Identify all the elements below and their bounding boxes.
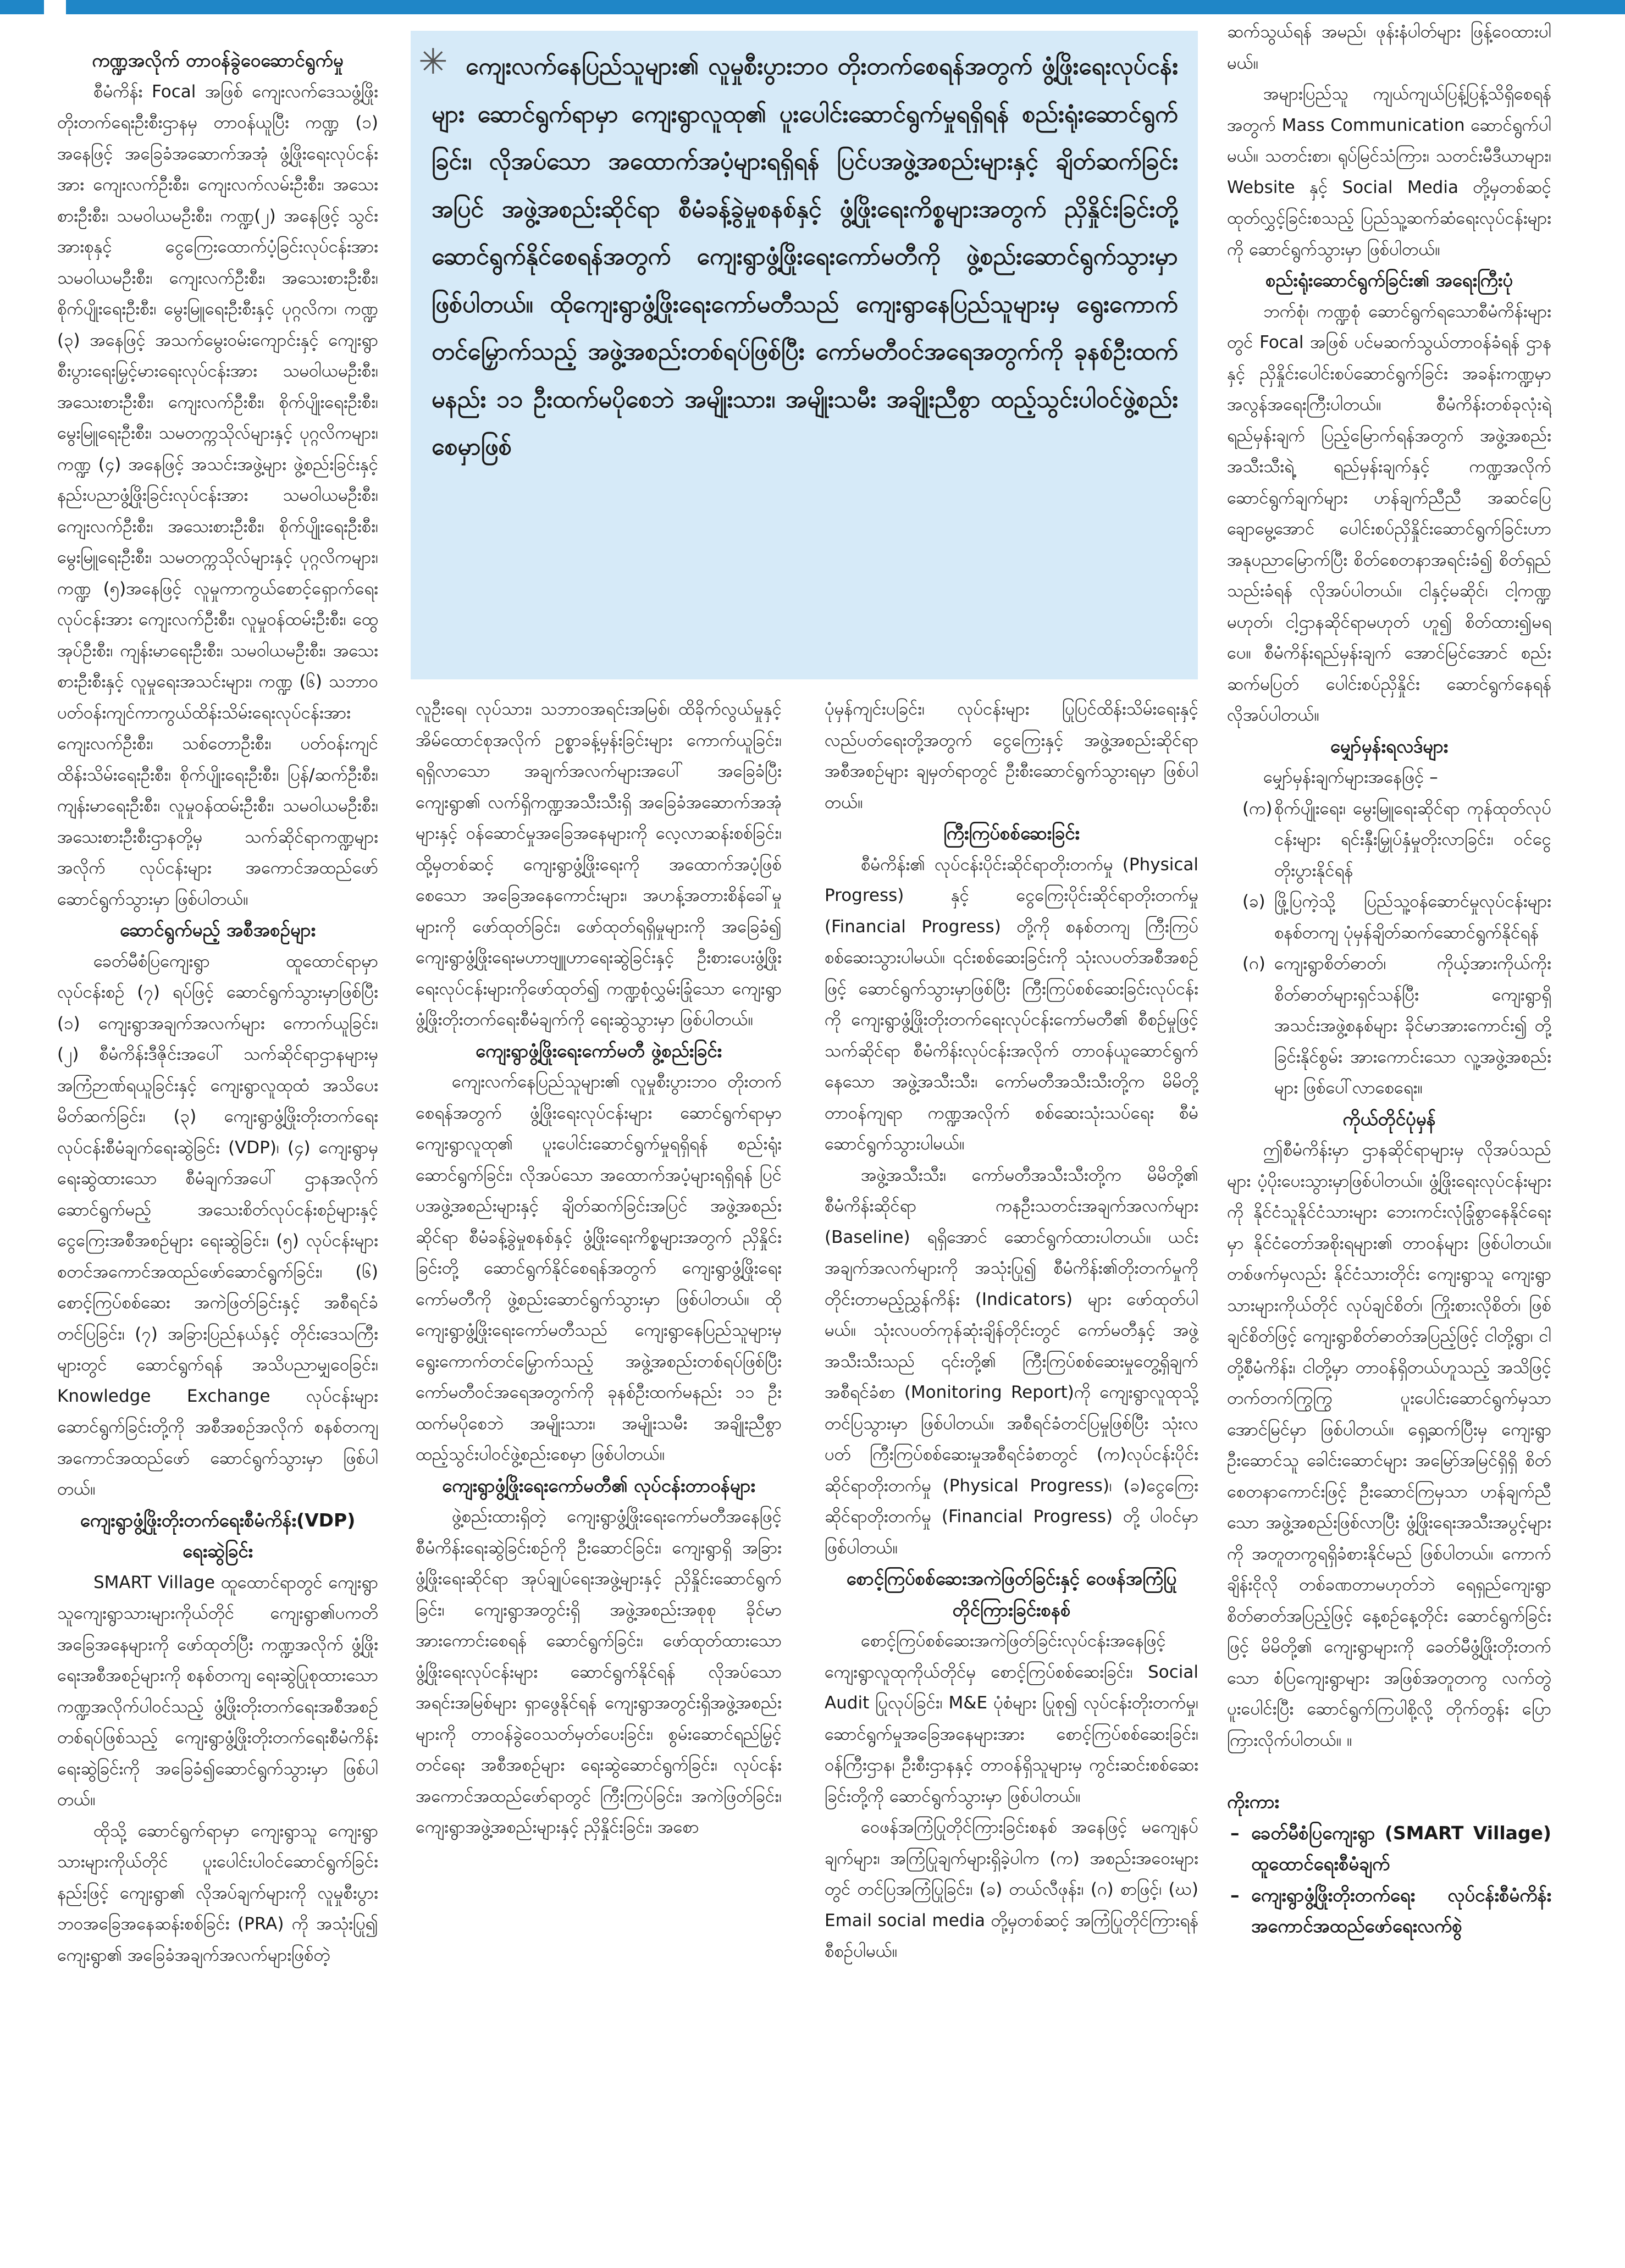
col1-para-pra: ထိုသို့ ဆောင်ရွက်ရာမှာ ကျေးရွာသူ ကျေးရွာသားများကိုယ်တိုင် ပူးပေါင်းပါဝင်ဆောင်ရွက်ခြင်းနည်းဖြင့် ကျေးရွာ၏ လိုအပ်ချက်များကို လူမှုစီးပွားဘဝအခြေအနေဆန်းစစ်ခြင်း (PRA) ကို အသုံးပြု၍ ကျေးရွာ၏ အခြေခံအချက်အလက်များဖြစ်တဲ့	[57, 1821, 378, 1965]
reference-item: – ကျေးရွာဖွံ့ဖြိုးတိုးတက်ရေး လုပ်ငန်းစီမံကိန်း အကောင်အထည်ဖော်ရေးလက်စွဲ	[1251, 1880, 1551, 1942]
asterisk-icon: ✳	[418, 42, 448, 82]
col1-para-sector-roles: စီမံကိန်း Focal အဖြစ် ကျေးလက်ဒေသဖွံ့ဖြိုးတိုးတက်ရေးဦးစီးဌာနမှ တာဝန်ယူပြီး ကဏ္ဍ (၁) အနေဖြင့် အခြေခံအဆောက်အအုံ ဖွံ့ဖြိုးရေးလုပ်ငန်းအား ကျေးလက်ဦးစီး၊ ကျေးလက်လမ်းဦးစီး၊ အသေးစားဦးစီး၊ သမဝါယမဦးစီး၊ ကဏ္ဍ(၂) အနေဖြင့် သွင်းအားစုနှင့် ငွေကြေးထောက်ပံ့ခြင်းလုပ်ငန်းအား သမဝါယမဦးစီး၊ ကျေးလက်ဦးစီး၊ အသေးစားဦးစီး၊ စိုက်ပျိုးရေးဦးစီး၊ မွေးမြူရေးဦးစီးနှင့် ပုဂ္ဂလိက၊ ကဏ္ဍ (၃) အနေဖြင့် အသက်မွေးဝမ်းကျောင်းနှင့် ကျေးရွာစီးပွားရေးမြှင့်မားရေးလုပ်ငန်းအား သမဝါယမဦးစီး၊ အသေးစားဦးစီး၊ ကျေးလက်ဦးစီး၊ စိုက်ပျိုးရေးဦးစီး၊ မွေးမြူရေးဦးစီး၊ သမတက္ကသိုလ်များနှင့် ပုဂ္ဂလိကများ၊ ကဏ္ဍ (၄) အနေဖြင့် အသင်းအဖွဲ့များ ဖွဲ့စည်းခြင်းနှင့် နည်းပညာဖွံ့ဖြိုးခြင်းလုပ်ငန်းအား သမဝါယမဦးစီး၊ ကျေးလက်ဦးစီး၊ အသေးစားဦးစီး၊ စိုက်ပျိုးရေးဦးစီး၊ မွေးမြူရေးဦးစီး၊ သမတက္ကသိုလ်များနှင့် ပုဂ္ဂလိကများ၊ ကဏ္ဍ (၅)အနေဖြင့် လူမှုကာကွယ်စောင့်ရှောက်ရေးလုပ်ငန်းအား ကျေးလက်ဦးစီး၊ လူမှုဝန်ထမ်းဦးစီး၊ ထွေအုပ်ဦးစီး၊ ကျန်းမာရေးဦးစီး၊ သမဝါယမဦးစီး၊ အသေးစားဦးစီးနှင့် လူမှုရေးအသင်းများ၊ ကဏ္ဍ (၆) သဘာဝပတ်ဝန်းကျင်ကာကွယ်ထိန်းသိမ်းရေးလုပ်ငန်းအား ကျေးလက်ဦးစီး၊ သစ်တောဦးစီး၊ ပတ်ဝန်းကျင်ထိန်းသိမ်းရေးဦးစီး၊ စိုက်ပျိုးရေးဦးစီး၊ ပြန်/ဆက်ဦးစီး၊ ကျန်းမာရေးဦးစီး၊ လူမှုဝန်ထမ်းဦးစီး၊ သမဝါယမဦးစီး၊ အသေးစားဦးစီးဌာနတို့မှ သက်ဆိုင်ရာကဏ္ဍများအလိုက် လုပ်ငန်းများ အကောင်အထည်ဖော် ဆောင်ရွက်သွားမှာ ဖြစ်ပါတယ်။	[57, 81, 378, 909]
col4-para-coordination: ဘက်စုံ၊ ကဏ္ဍစုံ ဆောင်ရွက်ရသောစီမံကိန်းများတွင် Focal အဖြစ် ပင်မဆက်သွယ်တာဝန်ခံရန် ဌာနနှင့် ညှိနှိုင်းပေါင်းစပ်ဆောင်ရွက်ခြင်း အခန်းကဏ္ဍမှာ အလွန်အရေးကြီးပါတယ်။ စီမံကိန်းတစ်ခုလုံးရဲ့ ရည်မှန်းချက် ပြည့်မြောက်ရန်အတွက် အဖွဲ့အစည်းအသီးသီးရဲ့ ရည်မှန်းချက်နှင့် ကဏ္ဍအလိုက် ဆောင်ရွက်ချက်များ ဟန်ချက်ညီညီ အဆင်ပြေချောမွေ့အောင် ပေါင်းစပ်ညှိနှိုင်းဆောင်ရွက်ခြင်းဟာ အနုပညာမြောက်ပြီး စိတ်စေတနာအရင်းခံ၍ စိတ်ရှည်သည်းခံရန် လိုအပ်ပါတယ်။ ငါနှင့်မဆိုင်၊ ငါ့ကဏ္ဍမဟုတ်၊ ငါ့ဌာနဆိုင်ရာမဟုတ် ဟူ၍ စိတ်ထား၍မရပေ။ စီမံကိန်းရည်မှန်းချက် အောင်မြင်အောင် စည်းဆက်မပြတ် ပေါင်းစပ်ညှိနှိုင်း ဆောင်ရွက်နေရန် လိုအပ်ပါတယ်။	[1227, 301, 1551, 725]
col4-para-mass-communication: အများပြည်သူ ကျယ်ကျယ်ပြန့်ပြန့်သိရှိစေရန် အတွက် Mass Communication ဆောင်ရွက်ပါမယ်။ သတင်းစာ၊ ရုပ်မြင်သံကြား၊ သတင်းမီဒီယာများ၊ Website နှင့် Social Media တို့မှတစ်ဆင့် ထုတ်လွှင့်ခြင်းစသည့် ပြည်သူ့ဆက်ဆံရေးလုပ်ငန်းများကို ဆောင်ရွက်သွားမှာ ဖြစ်ပါတယ်။	[1227, 84, 1551, 259]
outcomes-list	[1227, 793, 1551, 1104]
list-marker: (ဂ)	[1242, 954, 1265, 973]
list-item	[1242, 886, 1551, 948]
col3-para-continued: ပုံမှန်ကျင်းပခြင်း၊ လုပ်ငန်းများ ပြုပြင်ထိန်းသိမ်းရေးနှင့် လည်ပတ်ရေးတို့အတွက် ငွေကြေးနှင့် အဖွဲ့အစည်းဆိုင်ရာ အစီအစဉ်များ ချမှတ်ရာတွင် ဦးစီးဆောင်ရွက်သွားရမှာ ဖြစ်ပါတယ်။	[825, 699, 1198, 812]
col3-para-feedback: ဝေဖန်အကြံပြုတိုင်ကြားခြင်းစနစ် အနေဖြင့် မကျေနပ်ချက်များ၊ အကြံပြုချက်များရှိခဲ့ပါက (က) အစည်းအဝေးများတွင် တင်ပြအကြံပြုခြင်း၊ (ခ) တယ်လီဖုန်း၊ (ဂ) စာဖြင့်၊ (ဃ) Email social media တို့မှတစ်ဆင့် အကြံပြုတိုင်ကြားရန် စီစဉ်ပါမယ်။	[825, 1817, 1198, 1961]
highlight-box	[411, 31, 1198, 679]
spacer	[1227, 1756, 1551, 1786]
col3-heading-monitoring: ကြီးကြပ်စစ်ဆေးခြင်း	[943, 822, 1080, 844]
col2-para-continued: လူဦးရေ၊ လုပ်သား၊ သဘာဝအရင်းအမြစ်၊ ထိခိုက်လွယ်မှုနှင့် အိမ်ထောင်စုအလိုက် ဥစ္စာခန့်မှန်းခြင်းများ ကောက်ယူခြင်း၊ ရရှိလာသော အချက်အလက်များအပေါ် အခြေခံပြီး ကျေးရွာ၏ လက်ရှိကဏ္ဍအသီးသီးရှိ အခြေခံအဆောက်အအုံများနှင့် ဝန်ဆောင်မှုအခြေအနေများကို လေ့လာဆန်းစစ်ခြင်း၊ ထို့မှတစ်ဆင့် ကျေးရွာဖွံ့ဖြိုးရေးကို အထောက်အပံ့ဖြစ်စေသော အခြေအနေကောင်းများ၊ အဟန့်အတားစိန်ခေါ်မှုများကို ဖော်ထုတ်ခြင်း၊ ဖော်ထုတ်ရရှိမှုများကို အခြေခံ၍ ကျေးရွာဖွံ့ဖြိုးရေးမဟာဗျူဟာရေးဆွဲခြင်းနှင့် ဦးစားပေးဖွံ့ဖြိုးရေးလုပ်ငန်းများကိုဖော်ထုတ်၍ ကဏ္ဍစုံလွှမ်းခြုံသော ကျေးရွာဖွံ့ဖြိုးတိုးတက်ရေးစီမံချက်ကို ရေးဆွဲသွားမှာ ဖြစ်ပါတယ်။	[416, 699, 782, 1030]
col1-heading-sector-roles: ကဏ္ဍအလိုက် တာဝန်ခွဲဝေဆောင်ရွက်မှု	[92, 49, 344, 71]
list-item	[1242, 948, 1551, 1104]
col1-heading-plans: ဆောင်ရွက်မည့် အစီအစဉ်များ	[120, 919, 316, 941]
column-1	[57, 45, 378, 2244]
col2-para-committee-duties: ဖွဲ့စည်းထားရှိတဲ့ ကျေးရွာဖွံ့ဖြိုးရေးကော်မတီအနေဖြင့် စီမံကိန်းရေးဆွဲခြင်းစဉ်ကို ဦးဆောင်ခြင်း၊ ကျေးရွာရှိ အခြားဖွံ့ဖြိုးရေးဆိုင်ရာ အုပ်ချုပ်ရေးအဖွဲ့များနှင့် ညှိနှိုင်းဆောင်ရွက်ခြင်း၊ ကျေးရွာအတွင်းရှိ အဖွဲ့အစည်းအစုစု ခိုင်မာအားကောင်းစေရန် ဆောင်ရွက်ခြင်း၊ ဖော်ထုတ်ထားသော ဖွံ့ဖြိုးရေးလုပ်ငန်းများ ဆောင်ရွက်နိုင်ရန် လိုအပ်သောအရင်းအမြစ်များ ရှာဖွေနိုင်ရန် ကျေးရွာအတွင်းရှိအဖွဲ့အစည်းများကို တာဝန်ခွဲဝေသတ်မှတ်ပေးခြင်း၊ စွမ်းဆောင်ရည်မြှင့်တင်ရေး အစီအစဉ်များ ရေးဆွဲဆောင်ရွက်ခြင်း၊ လုပ်ငန်းအကောင်အထည်ဖော်ရာတွင် ကြီးကြပ်ခြင်း၊ အကဲဖြတ်ခြင်း၊ ကျေးရွာအဖွဲ့အစည်းများနှင့် ညှိနှိုင်းခြင်း၊ အစော	[416, 1507, 782, 1837]
col3-heading-evaluation: စောင့်ကြပ်စစ်ဆေးအကဲဖြတ်ခြင်းနှင့် ဝေဖန်အကြံပြုတိုင်ကြားခြင်းစနစ်	[846, 1568, 1177, 1620]
col1-para-plans: ခေတ်မီစံပြကျေးရွာ ထူထောင်ရာမှာ လုပ်ငန်းစဉ် (၇) ရပ်ဖြင့် ဆောင်ရွက်သွားမှာဖြစ်ပြီး (၁) ကျေးရွာအချက်အလက်များ ကောက်ယူခြင်း၊ (၂) စီမံကိန်းဒီဇိုင်းအပေါ် သက်ဆိုင်ရာဌာနများမှ အကြံဉာဏ်ရယူခြင်းနှင့် ကျေးရွာလူထုထံ အသိပေးမိတ်ဆက်ခြင်း၊ (၃) ကျေးရွာဖွံ့ဖြိုးတိုးတက်ရေးလုပ်ငန်းစီမံချက်ရေးဆွဲခြင်း (VDP)၊ (၄) ကျေးရွာမှရေးဆွဲထားသော စီမံချက်အပေါ် ဌာနအလိုက် ဆောင်ရွက်မည့် အသေးစိတ်လုပ်ငန်းစဉ်များနှင့် ငွေကြေးအစီအစဉ်များ ရေးဆွဲခြင်း၊ (၅) လုပ်ငန်းများ စတင်အကောင်အထည်ဖော်ဆောင်ရွက်ခြင်း၊ (၆) စောင့်ကြပ်စစ်ဆေး အကဲဖြတ်ခြင်းနှင့် အစီရင်ခံတင်ပြခြင်း၊ (၇) အခြားပြည်နယ်နှင့် တိုင်းဒေသကြီးများတွင် ဆောင်ရွက်ရန် အသိပညာမျှဝေခြင်း၊ Knowledge Exchange လုပ်ငန်းများ ဆောင်ရွက်ခြင်းတို့ကို အစီအစဉ်အလိုက် စနစ်တကျ အကောင်အထည်ဖော် ဆောင်ရွက်သွားမှာ ဖြစ်ပါတယ်။	[57, 951, 378, 1499]
list-marker: (ခ)	[1242, 892, 1265, 911]
col4-para-self-reliance: ဤစီမံကိန်းမှာ ဌာနဆိုင်ရာများမှ လိုအပ်သည်များ ပံ့ပိုးပေးသွားမှာဖြစ်ပါတယ်။ ဖွံ့ဖြိုးရေးလုပ်ငန်းများကို နိုင်ငံသူနိုင်ငံသားများ ဘေးကင်းလုံခြုံစွာနေနိုင်ရေးမှာ နိုင်ငံတော်အစိုးရများ၏ တာဝန်များ ဖြစ်ပါတယ်။ တစ်ဖက်မှလည်း နိုင်ငံသားတိုင်း ကျေးရွာသူ ကျေးရွာသားများကိုယ်တိုင် လုပ်ချင်စိတ်၊ ကြိုးစားလိုစိတ်၊ ဖြစ်ချင်စိတ်ဖြင့် ကျေးရွာစိတ်ဓာတ်အပြည့်ဖြင့် ငါတို့ရွာ၊ ငါတို့စီမံကိန်း၊ ငါတို့မှာ တာဝန်ရှိတယ်ဟူသည့် အသိဖြင့် တက်တက်ကြွကြွ ပူးပေါင်းဆောင်ရွက်မှသာ အောင်မြင်မှာ ဖြစ်ပါတယ်။ ရှေ့ဆက်ပြီးမှ ကျေးရွာဦးဆောင်သူ ခေါင်းဆောင်များ အမြော်အမြင်ရှိရှိ စိတ်စေတနာကောင်းဖြင့် ဦးဆောင်ကြမှသာ ဟန်ချက်ညီသော အဖွဲ့အစည်းဖြစ်လာပြီး ဖွံ့ဖြိုးရေးအသီးအပွင့်များကို အတူတကွရရှိခံစားနိုင်မည် ဖြစ်ပါတယ်။ ကောက်ချိန်းငိုလို တစ်ခဏတာမဟုတ်ဘဲ ရေရှည်ကျေးရွာစိတ်ဓာတ်အပြည့်ဖြင့် နေ့စဉ်နေ့တိုင်း ဆောင်ရွက်ခြင်းဖြင့် မိမိတို့၏ ကျေးရွာများကို ခေတ်မီဖွံ့ဖြိုးတိုးတက်သော စံပြကျေးရွာများ အဖြစ်အတူတကွ လက်တွဲပူးပေါင်းပြီး ဆောင်ရွက်ကြပါစို့လို့ တိုက်တွန်း ပြောကြားလိုက်ပါတယ်။ ။	[1227, 1140, 1551, 1750]
col3-para-monitoring: စီမံကိန်း၏ လုပ်ငန်းပိုင်းဆိုင်ရာတိုးတက်မှု (Physical Progress) နှင့် ငွေကြေးပိုင်းဆိုင်ရာတိုးတက်မှု (Financial Progress) တို့ကို စနစ်တကျ ကြီးကြပ်စစ်ဆေးသွားပါမယ်။ ၎င်းစစ်ဆေးခြင်းကို သုံးလပတ်အစီအစဉ်ဖြင့် ဆောင်ရွက်သွားမှာဖြစ်ပြီး ကြီးကြပ်စစ်ဆေးခြင်းလုပ်ငန်းကို ကျေးရွာဖွံ့ဖြိုးတိုးတက်ရေးလုပ်ငန်းကော်မတီ၏ စီစဉ်မှုဖြင့် သက်ဆိုင်ရာ စီမံကိန်းလုပ်ငန်းအလိုက် တာဝန်ယူဆောင်ရွက်နေသော အဖွဲ့အသီးသီး၊ ကော်မတီအသီးသီးတို့က မိမိတို့တာဝန်ကျရာ ကဏ္ဍအလိုက် စစ်ဆေးသုံးသပ်ရေး စီမံဆောင်ရွက်သွားပါမယ်။	[825, 854, 1198, 1154]
col3-para-baseline: အဖွဲ့အသီးသီး၊ ကော်မတီအသီးသီးတို့က မိမိတို့၏ စီမံကိန်းဆိုင်ရာ ကနဦးသတင်းအချက်အလက်များ (Baseline) ရရှိအောင် ဆောင်ရွက်ထားပါတယ်။ ယင်းအချက်အလက်များကို အသုံးပြု၍ စီမံကိန်း၏တိုးတက်မှုကို တိုင်းတာမည့်ညွှန်ကိန်း (Indicators) များ ဖော်ထုတ်ပါမယ်။ သုံးလပတ်ကုန်ဆုံးချိန်တိုင်းတွင် ကော်မတီနှင့် အဖွဲ့အသီးသီးသည် ၎င်းတို့၏ ကြီးကြပ်စစ်ဆေးမှုတွေ့ရှိချက်အစီရင်ခံစာ (Monitoring Report)ကို ကျေးရွာလူထုသို့ တင်ပြသွားမှာ ဖြစ်ပါတယ်။ အစီရင်ခံတင်ပြမှုဖြစ်ပြီး သုံးလပတ် ကြီးကြပ်စစ်ဆေးမှုအစီရင်ခံစာတွင် (က)လုပ်ငန်းပိုင်းဆိုင်ရာတိုးတက်မှု (Physical Progress)၊ (ခ)ငွေကြေးဆိုင်ရာတိုးတက်မှု (Financial Progress) တို့ ပါဝင်မှာ ဖြစ်ပါတယ်။	[825, 1165, 1198, 1558]
column-4	[1227, 16, 1551, 2244]
references-list	[1227, 1818, 1551, 1942]
col3-para-evaluation: စောင့်ကြပ်စစ်ဆေးအကဲဖြတ်ခြင်းလုပ်ငန်းအနေဖြင့် ကျေးရွာလူထုကိုယ်တိုင်မှ စောင့်ကြပ်စစ်ဆေးခြင်း၊ Social Audit ပြုလုပ်ခြင်း၊ M&E ပုံစံများ ပြုစု၍ လုပ်ငန်းတိုးတက်မှု၊ ဆောင်ရွက်မှုအခြေအနေများအား စောင့်ကြပ်စစ်ဆေးခြင်း၊ ဝန်ကြီးဌာန၊ ဦးစီးဌာနနှင့် တာဝန်ရှိသူများမှ ကွင်းဆင်းစစ်ဆေးခြင်းတို့ကို ဆောင်ရွက်သွားမှာ ဖြစ်ပါတယ်။	[825, 1631, 1198, 1806]
col4-para-contact: ဆက်သွယ်ရန် အမည်၊ ဖုန်းနံပါတ်များ ဖြန့်ဝေထားပါမယ်။	[1227, 22, 1551, 73]
list-item-text: စိုက်ပျိုးရေး၊ မွေးမြူရေးဆိုင်ရာ ကုန်ထုတ်လုပ်ငန်းများ ရင်းနှီးမြှုပ်နှံမှုတိုးလာခြင်း၊ ဝင်ငွေ တိုးပွားနိုင်ရန်	[1274, 798, 1551, 881]
list-item-text: ဖြို့ပြကဲ့သို့ ပြည်သူ့ဝန်ဆောင်မှုလုပ်ငန်းများ စနစ်တကျ ပုံမှန်ချိတ်ဆက်ဆောင်ရွက်နိုင်ရန်	[1274, 892, 1551, 943]
col2-heading-committee: ကျေးရွာဖွံ့ဖြိုးရေးကော်မတီ ဖွဲ့စည်းခြင်း	[476, 1039, 722, 1061]
col1-heading-vdp: ကျေးရွာဖွံ့ဖြိုးတိုးတက်ရေးစီမံကိန်း(VDP) ရေးဆွဲခြင်း	[80, 1509, 356, 1562]
list-marker: (က)	[1242, 798, 1273, 818]
references-label: ကိုးကား	[1227, 1791, 1279, 1812]
col4-heading-self-reliance: ကိုယ်တိုင်ပုံမှန်	[1342, 1108, 1436, 1130]
column-2	[416, 694, 782, 2244]
top-bar-notch	[44, 0, 66, 14]
col2-para-committee: ကျေးလက်နေပြည်သူများ၏ လူမှုစီးပွားဘဝ တိုးတက်စေရန်အတွက် ဖွံ့ဖြိုးရေးလုပ်ငန်းများ ဆောင်ရွက်ရာမှာ ကျေးရွာလူထု၏ ပူးပေါင်းဆောင်ရွက်မှုရရှိရန် စည်းရုံးဆောင်ရွက်ခြင်း၊ လိုအပ်သော အထောက်အပံ့များရရှိရန် ပြင်ပအဖွဲ့အစည်းများနှင့် ချိတ်ဆက်ခြင်းအပြင် အဖွဲ့အစည်းဆိုင်ရာ စီမံခန့်ခွဲမှုစနစ်နှင့် ဖွံ့ဖြိုးရေးကိစ္စများအတွက် ညှိနှိုင်းခြင်းတို့ ဆောင်ရွက်နိုင်စေရန်အတွက် ကျေးရွာဖွံ့ဖြိုးရေးကော်မတီကို ဖွဲ့စည်းဆောင်ရွက်သွားမှာ ဖြစ်ပါတယ်။ ထိုကျေးရွာဖွံ့ဖြိုးရေးကော်မတီသည် ကျေးရွာနေပြည်သူများမှ ရွေးကောက်တင်မြှောက်သည့် အဖွဲ့အစည်းတစ်ရပ်ဖြစ်ပြီး ကော်မတီဝင်အရေအတွက်ကို ခုနစ်ဦးထက်မနည်း ၁၁ ဦးထက်မပိုစေဘဲ အမျိုးသား၊ အမျိုးသမီး အချိုးညီစွာ ထည့်သွင်းပါဝင်ဖွဲ့စည်းစေမှာ ဖြစ်ပါတယ်။	[416, 1072, 782, 1464]
highlight-text: ကျေးလက်နေပြည်သူများ၏ လူမှုစီးပွားဘဝ တိုးတက်စေရန်အတွက် ဖွံ့ဖြိုးရေးလုပ်ငန်းများ ဆောင်ရွက်ရာမှာ ကျေးရွာလူထု၏ ပူးပေါင်းဆောင်ရွက်မှုရရှိရန် စည်းရုံးဆောင်ရွက်ခြင်း၊ လိုအပ်သော အထောက်အပံ့များရရှိရန် ပြင်ပအဖွဲ့အစည်းများနှင့် ချိတ်ဆက်ခြင်းအပြင် အဖွဲ့အစည်းဆိုင်ရာ စီမံခန့်ခွဲမှုစနစ်နှင့် ဖွံ့ဖြိုးရေးကိစ္စများအတွက် ညှိနှိုင်းခြင်းတို့ ဆောင်ရွက်နိုင်စေရန်အတွက် ကျေးရွာဖွံ့ဖြိုးရေးကော်မတီကို ဖွဲ့စည်းဆောင်ရွက်သွားမှာ ဖြစ်ပါတယ်။ ထိုကျေးရွာဖွံ့ဖြိုးရေးကော်မတီသည် ကျေးရွာနေပြည်သူများမှ ရွေးကောက်တင်မြှောက်သည့် အဖွဲ့အစည်းတစ်ရပ်ဖြစ်ပြီး ကော်မတီဝင်အရေအတွက်ကို ခုနစ်ဦးထက်မနည်း ၁၁ ဦးထက်မပိုစေဘဲ အမျိုးသား၊ အမျိုးသမီး အချိုးညီစွာ ထည့်သွင်းပါဝင်ဖွဲ့စည်းစေမှာဖြစ်	[432, 53, 1178, 461]
col2-heading-committee-duties: ကျေးရွာဖွံ့ဖြိုးရေးကော်မတီ၏ လုပ်ငန်းတာဝန်များ	[442, 1474, 755, 1496]
col4-heading-coordination: စည်းရုံးဆောင်ရွက်ခြင်း၏ အရေးကြီးပုံ	[1265, 269, 1513, 291]
col4-para-outcomes-intro: မျှော်မှန်းချက်များအနေဖြင့် –	[1263, 767, 1438, 787]
list-item-text: ကျေးရွာစိတ်ဓာတ်၊ ကိုယ့်အားကိုယ်ကိုး စိတ်ဓာတ်များရှင်သန်ပြီး ကျေးရွာရှိ အသင်းအဖွဲ့စနစ်များ ခိုင်မာအားကောင်း၍ တို့ခြင်းနိုင်စွမ်း အားကောင်းသော လူ့အဖွဲ့အစည်းများ ဖြစ်ပေါ်လာစေရေး။	[1274, 954, 1551, 1098]
list-item	[1242, 793, 1551, 887]
reference-item: – ခေတ်မီစံပြကျေးရွာ (SMART Village) ထူထောင်ရေးစီမံချက်	[1251, 1818, 1551, 1880]
col4-heading-outcomes: မျှော်မှန်းရလဒ်များ	[1330, 735, 1449, 757]
top-accent-bar	[0, 0, 1625, 14]
col1-para-vdp: SMART Village ထူထောင်ရာတွင် ကျေးရွာသူကျေးရွာသားများကိုယ်တိုင် ကျေးရွာ၏ပကတိအခြေအနေများကို ဖော်ထုတ်ပြီး ကဏ္ဍအလိုက် ဖွံ့ဖြိုးရေးအစီအစဉ်များကို စနစ်တကျ ရေးဆွဲပြုစုထားသော ကဏ္ဍအလိုက်ပါဝင်သည့် ဖွံ့ဖြိုးတိုးတက်ရေးအစီအစဉ်တစ်ရပ်ဖြစ်သည့် ကျေးရွာဖွံ့ဖြိုးတိုးတက်ရေးစီမံကိန်းရေးဆွဲခြင်းကို အခြေခံ၍ဆောင်ရွက်သွားမှာ ဖြစ်ပါတယ်။	[57, 1572, 378, 1810]
column-3	[825, 694, 1198, 2244]
